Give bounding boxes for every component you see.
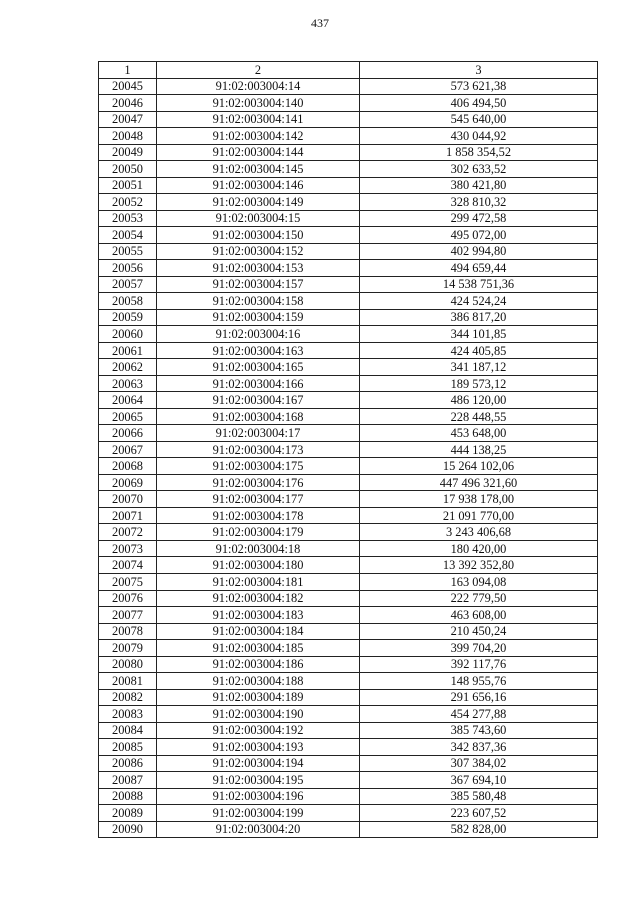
row-number-cell: 20088 (99, 788, 157, 805)
cadastral-value-cell: 447 496 321,60 (360, 474, 598, 491)
row-number-cell: 20066 (99, 425, 157, 442)
cadastral-value-cell: 486 120,00 (360, 392, 598, 409)
row-number-cell: 20062 (99, 359, 157, 376)
row-number-cell: 20070 (99, 491, 157, 508)
row-number-cell: 20059 (99, 309, 157, 326)
cadastral-value-cell: 342 837,36 (360, 739, 598, 756)
row-number-cell: 20085 (99, 739, 157, 756)
cadastral-value-cell: 454 277,88 (360, 706, 598, 723)
cadastral-number-cell: 91:02:003004:183 (157, 607, 360, 624)
cadastral-value-cell: 463 608,00 (360, 607, 598, 624)
cadastral-number-cell: 91:02:003004:163 (157, 342, 360, 359)
table-row (99, 573, 598, 590)
cadastral-value-cell: 424 405,85 (360, 342, 598, 359)
cadastral-number-cell: 91:02:003004:145 (157, 161, 360, 178)
cadastral-number-cell: 91:02:003004:173 (157, 441, 360, 458)
cadastral-number-cell: 91:02:003004:14 (157, 78, 360, 95)
table-row (99, 128, 598, 145)
row-number-cell: 20047 (99, 111, 157, 128)
table-row (99, 805, 598, 822)
row-number-cell: 20050 (99, 161, 157, 178)
cadastral-number-cell: 91:02:003004:16 (157, 326, 360, 343)
cadastral-number-cell: 91:02:003004:142 (157, 128, 360, 145)
cadastral-number-cell: 91:02:003004:159 (157, 309, 360, 326)
cadastral-value-cell: 180 420,00 (360, 540, 598, 557)
table-row (99, 227, 598, 244)
cadastral-number-cell: 91:02:003004:149 (157, 194, 360, 211)
cadastral-number-cell: 91:02:003004:185 (157, 640, 360, 657)
header-row (99, 62, 598, 79)
row-number-cell: 20084 (99, 722, 157, 739)
cadastral-number-cell: 91:02:003004:188 (157, 673, 360, 690)
cadastral-value-cell: 210 450,24 (360, 623, 598, 640)
row-number-cell: 20056 (99, 260, 157, 277)
cadastral-number-cell: 91:02:003004:175 (157, 458, 360, 475)
row-number-cell: 20064 (99, 392, 157, 409)
cadastral-number-cell: 91:02:003004:199 (157, 805, 360, 822)
cadastral-number-cell: 91:02:003004:165 (157, 359, 360, 376)
table-body (99, 78, 598, 838)
row-number-cell: 20083 (99, 706, 157, 723)
table-row (99, 673, 598, 690)
cadastral-value-table (98, 61, 598, 838)
row-number-cell: 20069 (99, 474, 157, 491)
cadastral-value-cell: 341 187,12 (360, 359, 598, 376)
row-number-cell: 20060 (99, 326, 157, 343)
cadastral-value-cell: 21 091 770,00 (360, 507, 598, 524)
cadastral-value-cell: 299 472,58 (360, 210, 598, 227)
cadastral-number-cell: 91:02:003004:140 (157, 95, 360, 112)
table-row (99, 788, 598, 805)
cadastral-value-cell: 328 810,32 (360, 194, 598, 211)
table-row (99, 144, 598, 161)
table-row (99, 392, 598, 409)
cadastral-number-cell: 91:02:003004:17 (157, 425, 360, 442)
table-row (99, 243, 598, 260)
cadastral-value-cell: 424 524,24 (360, 293, 598, 310)
table-row (99, 507, 598, 524)
cadastral-value-cell: 430 044,92 (360, 128, 598, 145)
cadastral-number-cell: 91:02:003004:192 (157, 722, 360, 739)
row-number-cell: 20090 (99, 821, 157, 838)
row-number-cell: 20077 (99, 607, 157, 624)
cadastral-number-cell: 91:02:003004:193 (157, 739, 360, 756)
table-row (99, 821, 598, 838)
row-number-cell: 20079 (99, 640, 157, 657)
table-row (99, 491, 598, 508)
row-number-cell: 20073 (99, 540, 157, 557)
row-number-cell: 20065 (99, 408, 157, 425)
row-number-cell: 20055 (99, 243, 157, 260)
row-number-cell: 20051 (99, 177, 157, 194)
row-number-cell: 20081 (99, 673, 157, 690)
table-row (99, 755, 598, 772)
row-number-cell: 20075 (99, 573, 157, 590)
cadastral-value-cell: 385 743,60 (360, 722, 598, 739)
row-number-cell: 20049 (99, 144, 157, 161)
cadastral-number-cell: 91:02:003004:186 (157, 656, 360, 673)
row-number-cell: 20082 (99, 689, 157, 706)
row-number-cell: 20045 (99, 78, 157, 95)
cadastral-value-cell: 444 138,25 (360, 441, 598, 458)
table-row (99, 590, 598, 607)
cadastral-number-cell: 91:02:003004:182 (157, 590, 360, 607)
cadastral-value-cell: 494 659,44 (360, 260, 598, 277)
row-number-cell: 20058 (99, 293, 157, 310)
cadastral-value-cell: 495 072,00 (360, 227, 598, 244)
cadastral-value-cell: 189 573,12 (360, 375, 598, 392)
table-row (99, 359, 598, 376)
cadastral-value-cell: 385 580,48 (360, 788, 598, 805)
table-row (99, 95, 598, 112)
row-number-cell: 20048 (99, 128, 157, 145)
table-row (99, 607, 598, 624)
page-number: 437 (311, 16, 329, 30)
table-row (99, 772, 598, 789)
cadastral-value-cell: 380 421,80 (360, 177, 598, 194)
row-number-cell: 20076 (99, 590, 157, 607)
row-number-cell: 20053 (99, 210, 157, 227)
cadastral-value-cell: 399 704,20 (360, 640, 598, 657)
cadastral-value-cell: 1 858 354,52 (360, 144, 598, 161)
table-row (99, 623, 598, 640)
row-number-cell: 20087 (99, 772, 157, 789)
table-row (99, 656, 598, 673)
cadastral-value-cell: 3 243 406,68 (360, 524, 598, 541)
cadastral-value-cell: 453 648,00 (360, 425, 598, 442)
cadastral-value-cell: 582 828,00 (360, 821, 598, 838)
cadastral-value-cell: 228 448,55 (360, 408, 598, 425)
cadastral-number-cell: 91:02:003004:20 (157, 821, 360, 838)
table-row (99, 689, 598, 706)
cadastral-value-cell: 13 392 352,80 (360, 557, 598, 574)
row-number-cell: 20057 (99, 276, 157, 293)
cadastral-number-cell: 91:02:003004:153 (157, 260, 360, 277)
cadastral-number-cell: 91:02:003004:181 (157, 573, 360, 590)
table-row (99, 375, 598, 392)
cadastral-number-cell: 91:02:003004:15 (157, 210, 360, 227)
row-number-cell: 20052 (99, 194, 157, 211)
cadastral-number-cell: 91:02:003004:141 (157, 111, 360, 128)
cadastral-value-cell: 406 494,50 (360, 95, 598, 112)
row-number-cell: 20078 (99, 623, 157, 640)
cadastral-number-cell: 91:02:003004:178 (157, 507, 360, 524)
table-row (99, 441, 598, 458)
table-row (99, 408, 598, 425)
cadastral-value-cell: 307 384,02 (360, 755, 598, 772)
cadastral-number-cell: 91:02:003004:194 (157, 755, 360, 772)
row-number-cell: 20086 (99, 755, 157, 772)
cadastral-value-cell: 163 094,08 (360, 573, 598, 590)
cadastral-number-cell: 91:02:003004:146 (157, 177, 360, 194)
row-number-cell: 20080 (99, 656, 157, 673)
cadastral-number-cell: 91:02:003004:190 (157, 706, 360, 723)
cadastral-value-cell: 17 938 178,00 (360, 491, 598, 508)
row-number-cell: 20067 (99, 441, 157, 458)
cadastral-value-cell: 344 101,85 (360, 326, 598, 343)
cadastral-number-cell: 91:02:003004:18 (157, 540, 360, 557)
row-number-cell: 20068 (99, 458, 157, 475)
table-row (99, 524, 598, 541)
table-row (99, 326, 598, 343)
column-header-2: 2 (157, 62, 360, 79)
table-row (99, 557, 598, 574)
table-row (99, 458, 598, 475)
cadastral-number-cell: 91:02:003004:152 (157, 243, 360, 260)
cadastral-number-cell: 91:02:003004:167 (157, 392, 360, 409)
row-number-cell: 20063 (99, 375, 157, 392)
cadastral-number-cell: 91:02:003004:177 (157, 491, 360, 508)
cadastral-number-cell: 91:02:003004:158 (157, 293, 360, 310)
table-row (99, 260, 598, 277)
cadastral-value-cell: 402 994,80 (360, 243, 598, 260)
cadastral-number-cell: 91:02:003004:176 (157, 474, 360, 491)
cadastral-number-cell: 91:02:003004:180 (157, 557, 360, 574)
table-row (99, 739, 598, 756)
cadastral-value-cell: 302 633,52 (360, 161, 598, 178)
table-row (99, 540, 598, 557)
table-row (99, 210, 598, 227)
cadastral-number-cell: 91:02:003004:157 (157, 276, 360, 293)
table-row (99, 161, 598, 178)
row-number-cell: 20054 (99, 227, 157, 244)
table-row (99, 722, 598, 739)
cadastral-number-cell: 91:02:003004:196 (157, 788, 360, 805)
table-row (99, 293, 598, 310)
cadastral-value-cell: 392 117,76 (360, 656, 598, 673)
cadastral-value-cell: 223 607,52 (360, 805, 598, 822)
row-number-cell: 20089 (99, 805, 157, 822)
cadastral-value-cell: 573 621,38 (360, 78, 598, 95)
table-row (99, 640, 598, 657)
table-row (99, 474, 598, 491)
cadastral-value-cell: 222 779,50 (360, 590, 598, 607)
column-header-3: 3 (360, 62, 598, 79)
table-row (99, 177, 598, 194)
table-row (99, 425, 598, 442)
cadastral-value-cell: 148 955,76 (360, 673, 598, 690)
cadastral-value-cell: 545 640,00 (360, 111, 598, 128)
cadastral-number-cell: 91:02:003004:195 (157, 772, 360, 789)
table-row (99, 194, 598, 211)
column-header-1: 1 (99, 62, 157, 79)
cadastral-number-cell: 91:02:003004:189 (157, 689, 360, 706)
table-row (99, 342, 598, 359)
cadastral-number-cell: 91:02:003004:150 (157, 227, 360, 244)
cadastral-value-cell: 15 264 102,06 (360, 458, 598, 475)
table-row (99, 309, 598, 326)
row-number-cell: 20061 (99, 342, 157, 359)
table-row (99, 111, 598, 128)
cadastral-number-cell: 91:02:003004:166 (157, 375, 360, 392)
row-number-cell: 20072 (99, 524, 157, 541)
cadastral-number-cell: 91:02:003004:179 (157, 524, 360, 541)
cadastral-value-cell: 367 694,10 (360, 772, 598, 789)
cadastral-value-cell: 14 538 751,36 (360, 276, 598, 293)
table-row (99, 78, 598, 95)
cadastral-number-cell: 91:02:003004:168 (157, 408, 360, 425)
row-number-cell: 20071 (99, 507, 157, 524)
cadastral-value-cell: 386 817,20 (360, 309, 598, 326)
table-row (99, 276, 598, 293)
row-number-cell: 20074 (99, 557, 157, 574)
cadastral-value-cell: 291 656,16 (360, 689, 598, 706)
cadastral-number-cell: 91:02:003004:144 (157, 144, 360, 161)
table-row (99, 706, 598, 723)
cadastral-number-cell: 91:02:003004:184 (157, 623, 360, 640)
row-number-cell: 20046 (99, 95, 157, 112)
